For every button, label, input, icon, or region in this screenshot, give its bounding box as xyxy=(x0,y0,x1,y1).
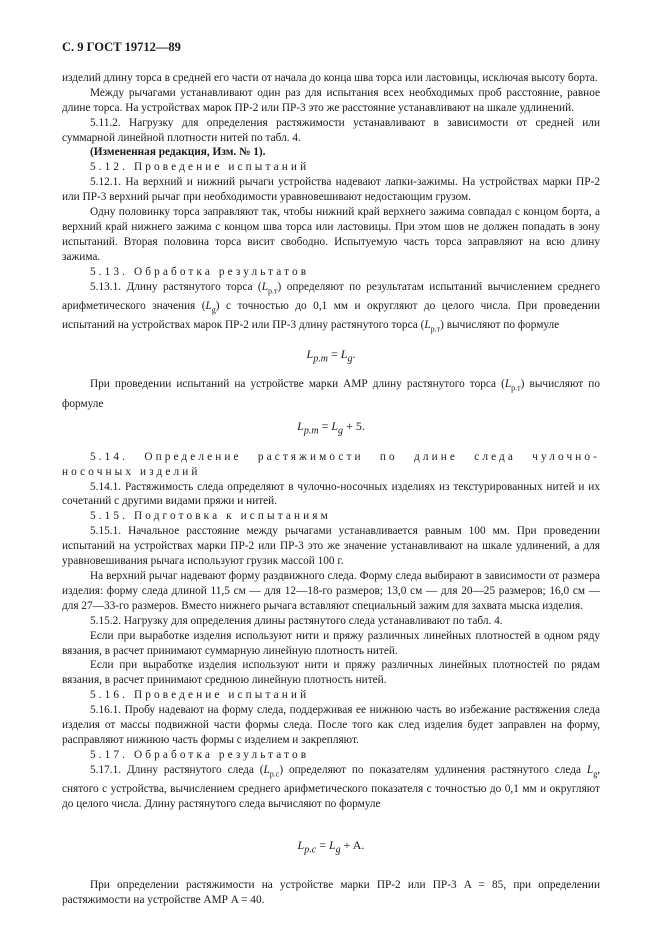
paragraph: 5.17.1. Длину растянутого следа $(L_{р.с})$ определяют по показателям удлинения растянутого следа $L_g$, снятого с устройства, вычислением среднего арифметического показателя с точностью до 0,1 мм и округляют до целого числа. Длину растянутого следа вычисляют по формуле xyxy=(62,763,601,810)
section-heading: 5.17. Обработка результатов xyxy=(90,748,310,761)
document-page xyxy=(62,40,600,908)
formula: $L_{р.с} = L_g + A$. xyxy=(297,837,365,856)
section-heading: 5.13. Обработка результатов xyxy=(90,265,310,278)
paragraph: изделий длину торса в средней его части от начала до конца шва торса или ластовицы, исключая высоту борта. xyxy=(62,71,598,84)
formula: $L_{р.т} = L_g + 5$. xyxy=(297,419,365,437)
formula: $L_{р.т} = L_g$. xyxy=(306,347,356,365)
section-heading: 5.16. Проведение испытаний xyxy=(90,689,310,702)
paragraph: 5.12.1. На верхний и нижний рычаги устройства надевают лапки-зажимы. На устройствах марки ПР-2 или ПР-3 верхний рычаг при необходимости уравновешивают недостающим грузом. xyxy=(62,176,600,204)
paragraph: При проведении испытаний на устройстве марки АМР длину растянутого торса $(L_{р.т})$ вычисляют по формуле xyxy=(62,378,600,410)
paragraph: 5.15.2. Нагрузку для определения длины растянутого следа устанавливают по табл. 4. xyxy=(90,614,503,627)
section-heading: 5.12. Проведение испытаний xyxy=(90,161,310,174)
paragraph: 5.15.1. Начальное расстояние между рычагами устанавливается равным 100 мм. При проведении испытаний на устройствах марки ПР-2 или ПР-3 это же значение устанавливают на шкале удлинений, а для уравновешивания рычага используют грузик массой 100 г. xyxy=(62,525,600,568)
paragraph: На верхний рычаг надевают форму раздвижного следа. Форму следа выбирают в зависимости от размера изделия: форму следа длиной 11,5 см — для 12—18-го размеров; 13,0 см — для 20—25 размеров; 16,0 см — для 27—33-го размеров. Вместо нижнего рычага вставляют специальный зажим для захвата мыска изделия. xyxy=(62,569,600,612)
paragraph: 5.13.1. Длину растянутого торса $(L_{р.т})$ определяют по результатам испытаний вычислением среднего арифметического значения $(L_g)$ с точностью до 0,1 мм и округляют до целого числа. При проведении испытаний на устройствах марок ПР-2 или ПР-3 длину растянутого торса $(L_{р.т})$ вычисляют по формуле xyxy=(62,280,600,334)
page-header: С. 9 ГОСТ 19712—89 xyxy=(62,40,181,54)
paragraph: 5.14.1. Растяжимость следа определяют в чулочно-носочных изделиях из текстурированных нитей и их сочетаний с другими видами пряжи и нитей. xyxy=(62,480,600,508)
paragraph: При определении растяжимости на устройстве марки ПР-2 или ПР-3 A = 85, при определении растяжимости на устройстве АМР A = 40. xyxy=(62,879,600,906)
paragraph: Если при выработке изделия используют нити и пряжу различных линейных плотностей в одном ряду вязания, в расчет принимают суммарную линейную плотность нитей. xyxy=(62,629,600,657)
section-heading: 5.14. Определение растяжимости по длине следа чулочно-носочных изделий xyxy=(62,450,600,478)
paragraph: Если при выработке изделия используют нити и пряжу различных линейных плотностей по рядам вязания, в расчет принимают среднюю линейную плотность нитей. xyxy=(62,659,600,687)
paragraph: Одну половинку торса заправляют так, чтобы нижний край верхнего зажима совпадал с концом борта, а верхний край нижнего зажима с концом шва торса или ластовицы. При этом шов не должен попадать в зону испытаний. Вторая половина торса висит свободно. Испытуемую часть торса заправляют на всю длину зажима. xyxy=(62,206,600,263)
section-heading: 5.15. Подготовка к испытаниям xyxy=(90,510,331,523)
revision-note: (Измененная редакция, Изм. № 1). xyxy=(90,146,266,159)
paragraph: 5.16.1. Пробу надевают на форму следа, поддерживая ее нижнюю часть во избежание растяжения следа изделия от массы подвижной части формы следа. После того как след изделия будет заправлен на форму, расправляют нижнюю часть формы с изделием и закрепляют. xyxy=(62,704,600,746)
paragraph: 5.11.2. Нагрузку для определения растяжимости устанавливают в зависимости от средней или суммарной линейной плотности нитей по табл. 4. xyxy=(62,116,600,144)
paragraph: Между рычагами устанавливают один раз для испытания всех необходимых проб расстояние, равное длине торса. На устройствах марок ПР-2 или ПР-3 это же расстояние устанавливают на шкале удлинений. xyxy=(62,86,600,114)
